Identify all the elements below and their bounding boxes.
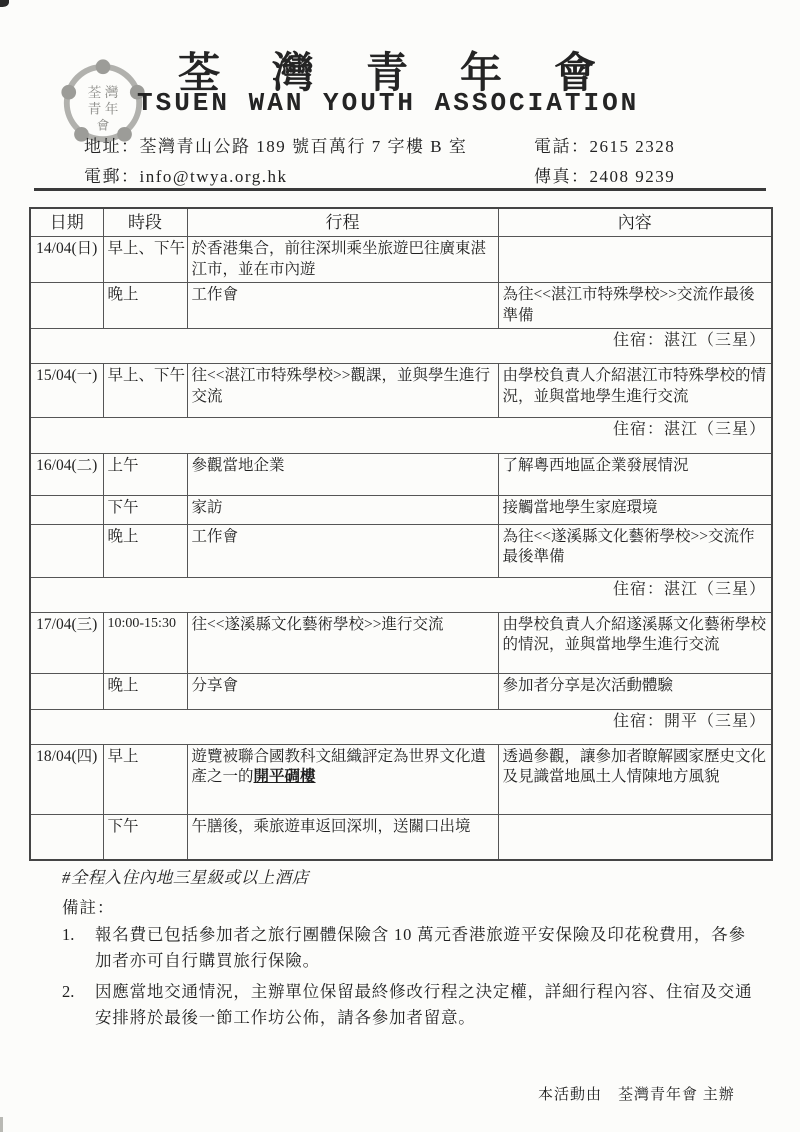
phone-line: 電話：2615 2328 [534,137,676,156]
date-cell [30,814,103,860]
time-cell: 10:00-15:30 [103,612,187,673]
time-cell: 早上、下午 [103,364,187,418]
itinerary-cell: 往<<湛江市特殊學校>>觀課，並與學生進行交流 [187,364,498,418]
organization-title-chinese: 荃灣青年會 [178,51,649,97]
note-number: 1. [62,925,75,944]
content-cell [498,814,772,860]
content-cell: 參加者分享是次活動體驗 [498,673,772,709]
content-cell: 了解粵西地區企業發展情況 [498,453,772,495]
header-divider [34,188,766,191]
time-cell: 上午 [103,453,187,495]
lodging-cell: 住宿：開平（三星） [30,709,772,744]
header-date: 日期 [30,208,103,237]
date-cell: 16/04(二) [30,453,103,495]
itinerary-cell: 工作會 [187,524,498,577]
table-row [30,612,772,673]
emblem-text-line2: 青 年 [87,101,119,117]
table-row [30,237,772,283]
itinerary-cell: 家訪 [187,495,498,524]
header-content: 內容 [498,208,772,237]
content-cell: 為往<<湛江市特殊學校>>交流作最後準備 [498,283,772,329]
emblem-text-line3: 會 [96,118,110,133]
time-cell: 晚上 [103,283,187,329]
scan-artifact [0,0,9,7]
itinerary-cell: 參觀當地企業 [187,453,498,495]
content-cell: 接觸當地學生家庭環境 [498,495,772,524]
table-row [30,814,772,860]
header-time: 時段 [103,208,187,237]
fax-line: 傳真：2408 9239 [534,167,676,186]
table-row [30,495,772,524]
remarks-label: 備註： [62,898,115,917]
date-cell [30,283,103,329]
time-cell: 早上、下午 [103,237,187,283]
date-cell: 17/04(三) [30,612,103,673]
note-text: 報名費已包括參加者之旅行團體保險含 10 萬元香港旅遊平安保險及印花稅費用，各參加者亦可自行購買旅行保險。 [95,925,746,970]
note-item [62,979,762,1030]
lodging-row [30,577,772,612]
table-row [30,524,772,577]
content-cell: 為往<<遂溪縣文化藝術學校>>交流作最後準備 [498,524,772,577]
lodging-row [30,418,772,453]
itinerary-table [29,207,773,861]
notes-section [62,864,762,1036]
table-row [30,453,772,495]
lodging-cell: 住宿：湛江（三星） [30,329,772,364]
content-cell: 透過參觀，讓參加者瞭解國家歷史文化及見識當地風土人情陳地方風貌 [498,744,772,814]
time-cell: 下午 [103,814,187,860]
lodging-cell: 住宿：湛江（三星） [30,577,772,612]
time-cell: 下午 [103,495,187,524]
itinerary-cell: 分享會 [187,673,498,709]
itinerary-cell: 於香港集合，前往深圳乘坐旅遊巴往廣東湛江市，並在市內遊 [187,237,498,283]
lodging-cell: 住宿：湛江（三星） [30,418,772,453]
table-row [30,744,772,814]
scan-artifact [0,1117,3,1132]
address-line: 地址：荃灣青山公路 189 號百萬行 7 字樓 B 室 [84,137,468,156]
time-cell: 晚上 [103,673,187,709]
content-cell [498,237,772,283]
table-row [30,283,772,329]
note-text: 因應當地交通情況，主辦單位保留最終修改行程之決定權，詳細行程內容、住宿及交通安排將於最後一節工作坊公佈，請各參加者留意。 [95,982,753,1027]
itinerary-highlight: 開平碉樓 [253,768,316,786]
itinerary-cell: 往<<遂溪縣文化藝術學校>>進行交流 [187,612,498,673]
content-cell: 由學校負責人介紹湛江市特殊學校的情況，並與當地學生進行交流 [498,364,772,418]
table-header-row [30,208,772,237]
time-cell: 晚上 [103,524,187,577]
itinerary-text: 遊覽被聯合國教科文組織評定為世界文化遺產之一的 [191,747,487,786]
table-row [30,364,772,418]
note-number: 2. [62,982,75,1002]
lodging-row [30,329,772,364]
itinerary-cell [187,744,498,814]
emblem-text-line1: 荃 灣 [87,85,119,101]
date-cell: 18/04(四) [30,744,103,814]
lodging-row [30,709,772,744]
date-cell [30,673,103,709]
organizer-line: 本活動由 荃灣青年會 主辦 [538,1087,735,1103]
date-cell [30,495,103,524]
date-cell: 15/04(一) [30,364,103,418]
date-cell: 14/04(日) [30,237,103,283]
header-itinerary: 行程 [187,208,498,237]
table-row [30,673,772,709]
time-cell: 早上 [103,744,187,814]
content-cell: 由學校負責人介紹遂溪縣文化藝術學校的情況，並與當地學生進行交流 [498,612,772,673]
itinerary-cell: 工作會 [187,283,498,329]
organization-title-english: TSUEN WAN YOUTH ASSOCIATION [137,88,640,118]
email-line: 電郵：info@twya.org.hk [84,167,288,186]
itinerary-cell: 午膳後，乘旅遊車返回深圳，送關口出境 [187,814,498,860]
note-item [62,922,762,973]
date-cell [30,524,103,577]
hotel-note: #全程入住內地三星級或以上酒店 [62,868,309,887]
